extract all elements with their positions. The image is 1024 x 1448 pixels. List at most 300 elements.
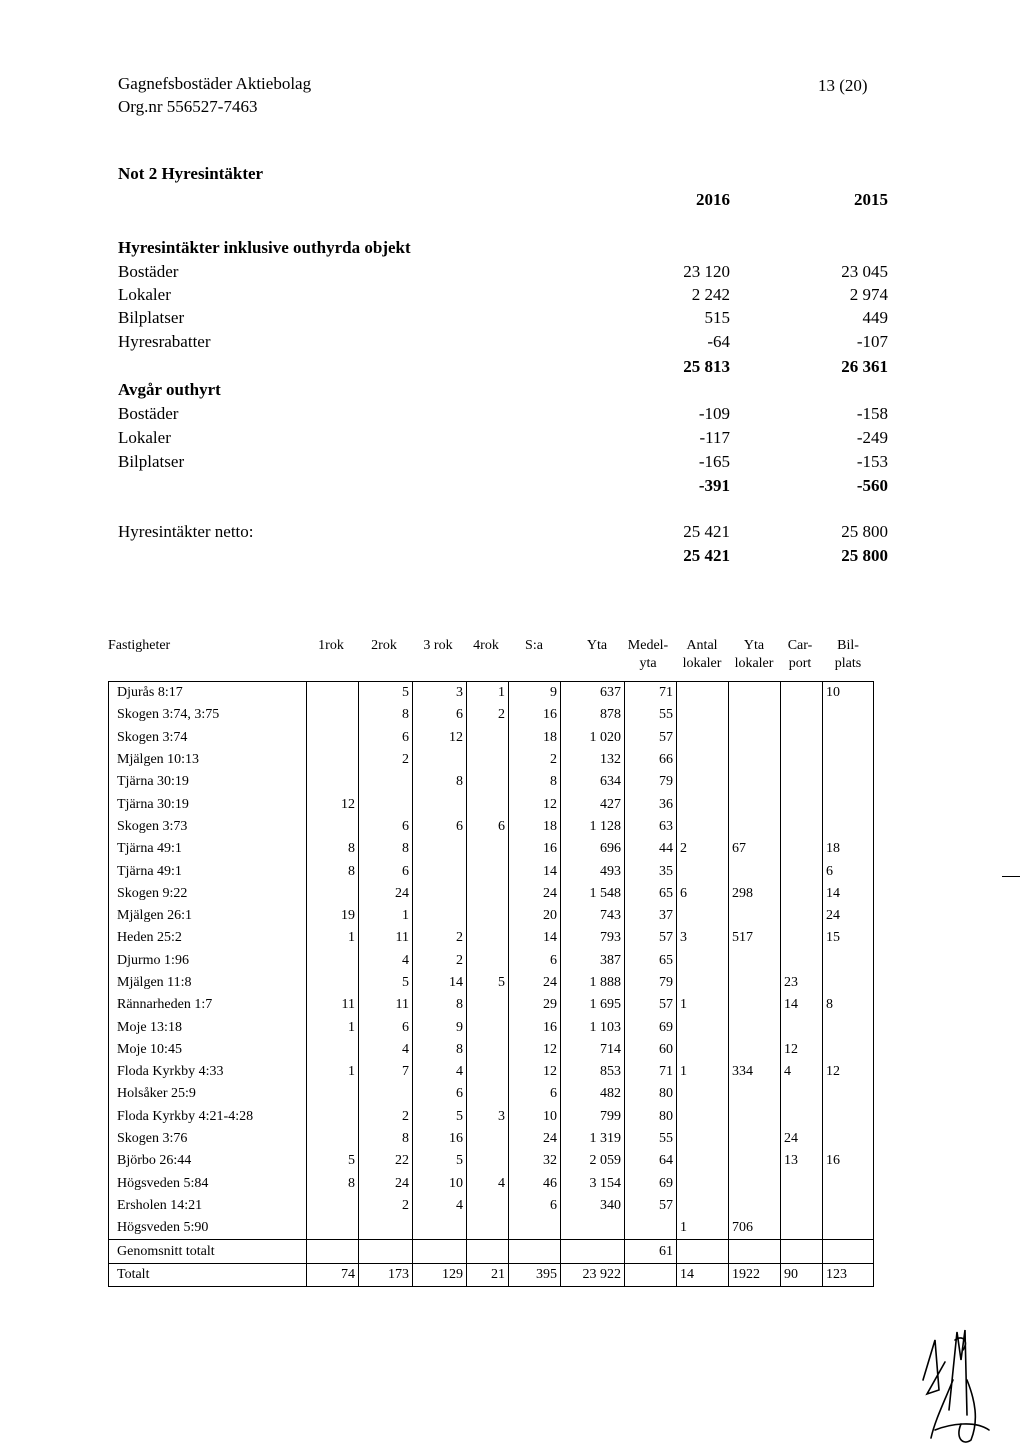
table-cell [781, 1173, 823, 1195]
table-cell: 46 [509, 1173, 561, 1195]
income-row [118, 285, 888, 309]
table-cell: 4 [413, 1195, 467, 1217]
table-cell: 14 [509, 860, 561, 882]
table-row [109, 1240, 874, 1263]
table-cell: 4 [413, 1061, 467, 1083]
property-name-cell: Floda Kyrkby 4:33 [109, 1061, 307, 1083]
row-label: Bilplatser [118, 452, 185, 471]
header-line: Bil- [837, 638, 859, 653]
table-cell: 5 [413, 1150, 467, 1172]
table-cell [307, 704, 359, 726]
table-cell: 5 [359, 682, 413, 705]
table-cell: 298 [729, 883, 781, 905]
table-cell: 1922 [729, 1263, 781, 1286]
table-cell: 6 [467, 816, 509, 838]
section2-total [118, 476, 888, 500]
table-cell: 11 [359, 994, 413, 1016]
table-cell [781, 1195, 823, 1217]
table-cell [729, 816, 781, 838]
table-cell: 6 [359, 1016, 413, 1038]
table-cell: 66 [625, 749, 677, 771]
table-cell: 90 [781, 1263, 823, 1286]
table-cell: 2 [413, 950, 467, 972]
page-number: 13 (20) [818, 76, 868, 95]
table-cell: 3 [467, 1106, 509, 1128]
table-cell: 12 [307, 793, 359, 815]
table-cell: 80 [625, 1106, 677, 1128]
col-header-medelyta [620, 637, 676, 673]
table-cell: 634 [561, 771, 625, 793]
col-header-yta: Yta [586, 638, 608, 653]
table-cell [781, 1217, 823, 1240]
table-cell [781, 1106, 823, 1128]
table-cell [781, 905, 823, 927]
table-cell [729, 771, 781, 793]
table-cell: 2 [359, 1195, 413, 1217]
table-cell [781, 883, 823, 905]
table-cell [781, 749, 823, 771]
col-header-sa: S:a [525, 638, 543, 653]
table-cell [307, 972, 359, 994]
row-label: Bostäder [118, 404, 179, 423]
table-cell: 65 [625, 883, 677, 905]
table-cell: 3 [413, 682, 467, 705]
table-row [109, 682, 874, 705]
income-row [118, 428, 888, 452]
table-cell: 57 [625, 994, 677, 1016]
property-name-cell: Djurmo 1:96 [109, 950, 307, 972]
table-cell [625, 1217, 677, 1240]
table-cell: 1 [677, 1217, 729, 1240]
col-header-4rok: 4rok [473, 638, 499, 653]
table-cell [677, 972, 729, 994]
table-cell: 12 [413, 727, 467, 749]
property-name-cell: Högsveden 5:84 [109, 1173, 307, 1195]
value-2016: 25 813 [683, 357, 730, 376]
table-cell: 64 [625, 1150, 677, 1172]
table-cell: 13 [781, 1150, 823, 1172]
table-cell [467, 905, 509, 927]
table-cell [413, 1217, 467, 1240]
table-cell [677, 1173, 729, 1195]
table-cell [729, 749, 781, 771]
value-2016: 2 242 [691, 285, 730, 304]
table-cell: 19 [307, 905, 359, 927]
table-cell: 69 [625, 1173, 677, 1195]
table-cell: 6 [823, 860, 874, 882]
table-cell: 32 [509, 1150, 561, 1172]
value-2016: 25 421 [683, 522, 730, 541]
table-cell [467, 771, 509, 793]
table-cell: 1 [677, 1061, 729, 1083]
value-2016: -64 [707, 332, 730, 351]
table-cell [677, 1083, 729, 1105]
income-row [118, 308, 888, 332]
table-cell: 11 [307, 994, 359, 1016]
table-cell: 67 [729, 838, 781, 860]
net-total-row [118, 546, 888, 570]
table-cell: 12 [823, 1061, 874, 1083]
table-cell: 12 [509, 793, 561, 815]
table-cell [413, 1240, 467, 1263]
table-cell [561, 1240, 625, 1263]
property-name-cell: Skogen 3:74 [109, 727, 307, 749]
income-row [118, 452, 888, 476]
value-2015: -249 [856, 428, 888, 447]
section2-title-text: Avgår outhyrt [118, 380, 221, 399]
table-cell [781, 682, 823, 705]
table-cell: 2 [359, 749, 413, 771]
table-cell: 1 548 [561, 883, 625, 905]
table-cell: 3 154 [561, 1173, 625, 1195]
table-cell: 1 695 [561, 994, 625, 1016]
table-cell: 8 [359, 838, 413, 860]
table-cell [467, 749, 509, 771]
table-cell [677, 771, 729, 793]
table-cell: 9 [509, 682, 561, 705]
header-line: plats [834, 656, 862, 671]
table-cell [509, 1240, 561, 1263]
table-cell: 6 [413, 1083, 467, 1105]
table-cell [307, 816, 359, 838]
table-cell [413, 793, 467, 815]
table-cell [781, 1016, 823, 1038]
table-cell: 637 [561, 682, 625, 705]
table-cell: 5 [467, 972, 509, 994]
table-cell: 132 [561, 749, 625, 771]
table-cell: 35 [625, 860, 677, 882]
table-cell: 79 [625, 972, 677, 994]
table-cell [413, 905, 467, 927]
table-cell [823, 1240, 874, 1263]
table-cell: 63 [625, 816, 677, 838]
table-row [109, 1016, 874, 1038]
table-cell [467, 838, 509, 860]
table-cell: 1 [467, 682, 509, 705]
table-row [109, 1083, 874, 1105]
table-cell: 79 [625, 771, 677, 793]
year-2015: 2015 [854, 190, 888, 209]
table-row [109, 727, 874, 749]
table-cell: 1 020 [561, 727, 625, 749]
table-row [109, 1150, 874, 1172]
property-name-cell: Floda Kyrkby 4:21-4:28 [109, 1106, 307, 1128]
table-cell [823, 972, 874, 994]
table-cell [307, 749, 359, 771]
table-cell [823, 1128, 874, 1150]
table-cell [307, 1083, 359, 1105]
table-cell [467, 860, 509, 882]
table-cell [729, 1106, 781, 1128]
table-cell [467, 994, 509, 1016]
value-2015: 25 800 [841, 522, 888, 541]
value-2015: 2 974 [849, 285, 888, 304]
table-cell [729, 994, 781, 1016]
row-label: Bostäder [118, 262, 179, 281]
table-cell [467, 950, 509, 972]
table-cell [677, 704, 729, 726]
table-cell: 71 [625, 682, 677, 705]
year-2016: 2016 [696, 190, 730, 209]
table-cell: 24 [509, 972, 561, 994]
table-cell [729, 1195, 781, 1217]
table-cell: 1 [307, 1061, 359, 1083]
table-cell [823, 749, 874, 771]
table-cell: 7 [359, 1061, 413, 1083]
table-cell [677, 950, 729, 972]
table-cell: 14 [781, 994, 823, 1016]
table-cell: 22 [359, 1150, 413, 1172]
value-2016: -117 [699, 428, 730, 447]
table-cell [677, 682, 729, 705]
table-cell: 387 [561, 950, 625, 972]
table-cell: 24 [359, 1173, 413, 1195]
table-cell: 71 [625, 1061, 677, 1083]
table-cell: 80 [625, 1083, 677, 1105]
table-cell [413, 883, 467, 905]
table-cell: 4 [781, 1061, 823, 1083]
table-cell: 5 [413, 1106, 467, 1128]
value-2016: 23 120 [683, 262, 730, 281]
table-cell [781, 816, 823, 838]
col-header-antal-lokaler [676, 637, 728, 673]
table-cell: 16 [509, 704, 561, 726]
header-line: lokaler [682, 656, 722, 671]
table-cell: 334 [729, 1061, 781, 1083]
header-line: Medel- [627, 638, 669, 653]
table-cell [729, 1016, 781, 1038]
table-cell: 6 [509, 950, 561, 972]
table-cell: 24 [509, 1128, 561, 1150]
table-cell [781, 771, 823, 793]
value-2016: -391 [698, 476, 730, 495]
table-cell: 10 [509, 1106, 561, 1128]
table-cell: 1 319 [561, 1128, 625, 1150]
table-cell: 8 [359, 1128, 413, 1150]
table-cell [677, 1106, 729, 1128]
table-cell [677, 1128, 729, 1150]
table-cell [729, 860, 781, 882]
table-cell: 6 [359, 727, 413, 749]
property-name-cell: Genomsnitt totalt [109, 1240, 307, 1263]
table-cell: 706 [729, 1217, 781, 1240]
table-cell [729, 793, 781, 815]
table-cell [677, 1195, 729, 1217]
table-cell [677, 727, 729, 749]
property-name-cell: Högsveden 5:90 [109, 1217, 307, 1240]
table-cell: 6 [359, 860, 413, 882]
table-row [109, 749, 874, 771]
value-2015: 23 045 [841, 262, 888, 281]
table-cell [729, 1128, 781, 1150]
table-cell [359, 1083, 413, 1105]
table-row [109, 905, 874, 927]
table-cell: 3 [677, 927, 729, 949]
table-cell: 6 [509, 1083, 561, 1105]
table-cell [823, 1106, 874, 1128]
table-cell [307, 1195, 359, 1217]
row-label: Bilplatser [118, 308, 185, 327]
table-cell [823, 1083, 874, 1105]
table-row [109, 793, 874, 815]
table-cell: 173 [359, 1263, 413, 1286]
table-cell [729, 682, 781, 705]
table-cell: 2 [677, 838, 729, 860]
col-header-2rok: 2rok [371, 638, 397, 653]
table-cell: 2 [509, 749, 561, 771]
table-row [109, 816, 874, 838]
note-title: Not 2 Hyresintäkter [118, 164, 264, 183]
net-label: Hyresintäkter netto: [118, 522, 254, 541]
table-cell: 8 [509, 771, 561, 793]
table-cell: 18 [823, 838, 874, 860]
table-cell: 55 [625, 704, 677, 726]
table-cell [781, 1240, 823, 1263]
table-cell: 340 [561, 1195, 625, 1217]
col-header-yta-lokaler [728, 637, 780, 673]
table-cell [823, 1173, 874, 1195]
income-row [118, 262, 888, 286]
table-cell [729, 1083, 781, 1105]
table-cell [467, 883, 509, 905]
table-cell: 12 [509, 1039, 561, 1061]
table-cell: 21 [467, 1263, 509, 1286]
table-cell: 6 [677, 883, 729, 905]
table-cell: 517 [729, 927, 781, 949]
header-line: port [788, 656, 812, 671]
table-cell: 10 [823, 682, 874, 705]
table-cell: 18 [509, 816, 561, 838]
table-cell [467, 1217, 509, 1240]
header-line: yta [639, 656, 657, 671]
table-cell: 12 [781, 1039, 823, 1061]
col-header-1rok: 1rok [318, 638, 344, 653]
table-cell: 36 [625, 793, 677, 815]
table-row [109, 927, 874, 949]
section1-total [118, 357, 888, 381]
table-cell: 8 [823, 994, 874, 1016]
table-cell [823, 1217, 874, 1240]
table-cell: 14 [509, 927, 561, 949]
table-cell: 2 059 [561, 1150, 625, 1172]
table-row [109, 1217, 874, 1240]
row-label: Hyresrabatter [118, 332, 211, 351]
table-cell [729, 704, 781, 726]
table-cell [467, 1128, 509, 1150]
table-cell: 2 [359, 1106, 413, 1128]
table-cell [781, 950, 823, 972]
table-cell: 878 [561, 704, 625, 726]
table-cell: 23 [781, 972, 823, 994]
year-header [118, 190, 888, 214]
table-row [109, 950, 874, 972]
property-name-cell: Skogen 3:73 [109, 816, 307, 838]
table-cell [359, 771, 413, 793]
table-cell: 11 [359, 927, 413, 949]
table-cell: 24 [509, 883, 561, 905]
table-cell: 123 [823, 1263, 874, 1286]
table-cell: 24 [823, 905, 874, 927]
table-row [109, 860, 874, 882]
table-cell [467, 1195, 509, 1217]
property-name-cell: Ersholen 14:21 [109, 1195, 307, 1217]
table-cell: 60 [625, 1039, 677, 1061]
table-cell [823, 704, 874, 726]
margin-mark [1002, 876, 1020, 877]
table-cell: 1 [307, 1016, 359, 1038]
income-row [118, 404, 888, 428]
table-cell: 6 [413, 704, 467, 726]
table-cell: 696 [561, 838, 625, 860]
org-number: Org.nr 556527-7463 [118, 97, 258, 116]
table-cell: 5 [359, 972, 413, 994]
property-table [108, 681, 874, 1287]
table-row [109, 1128, 874, 1150]
table-cell [781, 793, 823, 815]
table-cell: 5 [307, 1150, 359, 1172]
table-cell: 14 [677, 1263, 729, 1286]
table-cell: 15 [823, 927, 874, 949]
property-name-cell: Skogen 3:74, 3:75 [109, 704, 307, 726]
table-cell [467, 927, 509, 949]
table-cell [467, 727, 509, 749]
table-cell: 57 [625, 927, 677, 949]
table-cell [359, 793, 413, 815]
header-line: lokaler [734, 656, 774, 671]
table-cell [729, 1240, 781, 1263]
table-cell [307, 1106, 359, 1128]
table-cell: 18 [509, 727, 561, 749]
property-name-cell: Björbo 26:44 [109, 1150, 307, 1172]
table-cell [467, 1039, 509, 1061]
table-cell [729, 1173, 781, 1195]
property-name-cell: Tjärna 30:19 [109, 793, 307, 815]
table-cell: 61 [625, 1240, 677, 1263]
table-row [109, 1263, 874, 1286]
table-cell [467, 1150, 509, 1172]
table-row [109, 1039, 874, 1061]
table-cell [467, 1061, 509, 1083]
value-2015: -107 [856, 332, 888, 351]
table-cell [307, 771, 359, 793]
table-cell: 14 [413, 972, 467, 994]
table-cell: 853 [561, 1061, 625, 1083]
table-cell: 793 [561, 927, 625, 949]
property-name-cell: Tjärna 49:1 [109, 860, 307, 882]
table-cell [729, 727, 781, 749]
property-name-cell: Mjälgen 11:8 [109, 972, 307, 994]
table-cell [467, 793, 509, 815]
table-cell: 16 [413, 1128, 467, 1150]
table-cell: 129 [413, 1263, 467, 1286]
table-cell: 1 [677, 994, 729, 1016]
table-cell: 395 [509, 1263, 561, 1286]
table-cell [781, 1083, 823, 1105]
col-header-fastigheter: Fastigheter [108, 638, 171, 653]
table-cell: 8 [307, 838, 359, 860]
table-cell [677, 860, 729, 882]
table-cell [781, 727, 823, 749]
table-cell [677, 1039, 729, 1061]
property-name-cell: Mjälgen 26:1 [109, 905, 307, 927]
table-cell [307, 950, 359, 972]
table-cell [823, 816, 874, 838]
table-cell [413, 838, 467, 860]
table-cell: 37 [625, 905, 677, 927]
table-cell: 743 [561, 905, 625, 927]
value-2016: -165 [698, 452, 730, 471]
section1-title [118, 238, 888, 262]
